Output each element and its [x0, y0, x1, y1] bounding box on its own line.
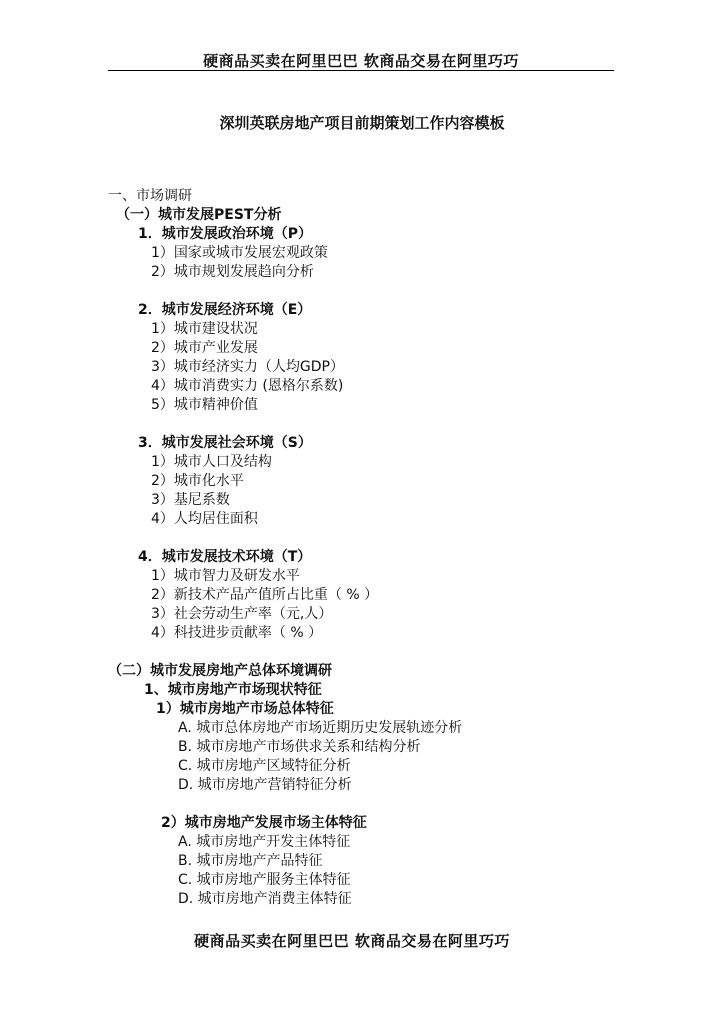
list-item: 4）人均居住面积: [151, 511, 258, 527]
item-heading: 1．城市发展政治环境（P）: [138, 226, 313, 242]
list-item: 1）城市智力及研发水平: [151, 568, 300, 584]
list-item: 2）城市产业发展: [151, 340, 258, 356]
list-item: D. 城市房地产消费主体特征: [178, 891, 352, 907]
page-footer: 硬商品买卖在阿里巴巴 软商品交易在阿里巧巧: [194, 932, 510, 950]
list-item: 3）社会劳动生产率（元,人）: [151, 606, 333, 622]
item-subheading: 2）城市房地产发展市场主体特征: [161, 815, 367, 831]
list-item: 4）科技进步贡献率（ % ）: [151, 625, 323, 641]
document-body: [108, 187, 608, 909]
item-heading: 1、城市房地产市场现状特征: [144, 682, 322, 698]
list-item: 2）城市化水平: [151, 473, 244, 489]
subsection-heading: （一）城市发展PEST分析: [116, 207, 282, 223]
list-item: 2）新技术产品产值所占比重（ % ）: [151, 587, 379, 603]
list-item: B. 城市房地产市场供求关系和结构分析: [178, 739, 421, 755]
item-subheading: 1）城市房地产市场总体特征: [156, 701, 334, 717]
item-heading: 2．城市发展经济环境（E）: [138, 302, 312, 318]
list-item: 3）城市经济实力（人均GDP）: [151, 359, 344, 375]
list-item: A. 城市总体房地产市场近期历史发展轨迹分析: [178, 720, 463, 736]
list-item: C. 城市房地产区域特征分析: [178, 758, 351, 774]
list-item: 2）城市规划发展趋向分析: [151, 264, 314, 280]
list-item: D. 城市房地产营销特征分析: [178, 777, 352, 793]
list-item: 1）国家或城市发展宏观政策: [151, 245, 328, 261]
list-item: 4）城市消费实力 (恩格尔系数): [151, 378, 344, 394]
item-heading: 3．城市发展社会环境（S）: [138, 435, 312, 451]
list-item: B. 城市房地产产品特征: [178, 853, 323, 869]
section-heading: 一、市场调研: [108, 188, 192, 204]
list-item: C. 城市房地产服务主体特征: [178, 872, 351, 888]
document-title: 深圳英联房地产项目前期策划工作内容模板: [219, 114, 505, 132]
header-divider: [108, 70, 614, 71]
list-item: 5）城市精神价值: [151, 397, 258, 413]
list-item: A. 城市房地产开发主体特征: [178, 834, 351, 850]
list-item: 1）城市建设状况: [151, 321, 258, 337]
list-item: 1）城市人口及结构: [151, 454, 272, 470]
subsection-heading: （二）城市发展房地产总体环境调研: [108, 663, 332, 679]
item-heading: 4．城市发展技术环境（T）: [138, 549, 312, 565]
list-item: 3）基尼系数: [151, 492, 230, 508]
page-header: 硬商品买卖在阿里巴巴 软商品交易在阿里巧巧: [203, 52, 519, 70]
